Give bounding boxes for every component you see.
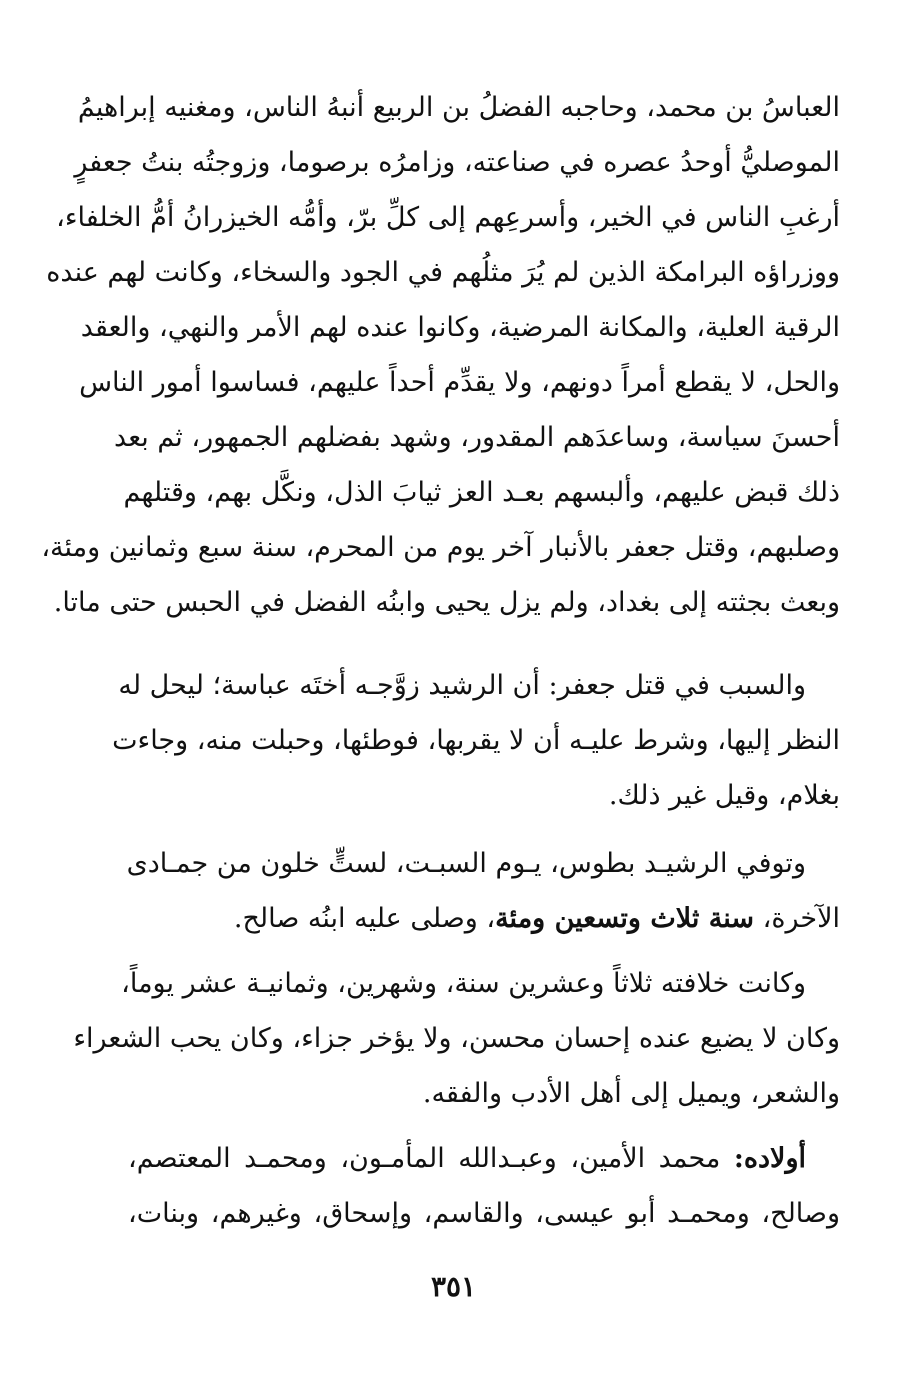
text-line: أرغبِ الناس في الخير، وأسرعِهم إلى كلِّ برّ، وأمُّه الخيزرانُ أمُّ الخلفاء، (56, 202, 840, 233)
paragraph-1 (41, 80, 840, 630)
text-line (128, 1131, 840, 1186)
text-span: ، وصلى عليه ابنُه صالح. (233, 903, 496, 934)
page-number: ٣٥١ (430, 1270, 477, 1303)
text-line: وكانت خلافته ثلاثاً وعشرين سنة، وشهرين، وثمانيـة عشر يوماً، (121, 968, 806, 999)
text-line: وتوفي الرشيـد بطوس، يـوم السبـت، لستٍّ خلون من جمـادى (126, 848, 806, 879)
text-line: الرقية العلية، والمكانة المرضية، وكانوا عنده لهم الأمر والنهي، والعقد (80, 312, 840, 343)
text-line: بغلام، وقيل غير ذلك. (608, 780, 840, 811)
paragraph-2 (112, 658, 840, 823)
section-lead: أولاده: (733, 1143, 806, 1174)
text-span: الآخرة، (754, 903, 840, 934)
text-line: النظر إليها، وشرط عليـه أن لا يقربها، فوطئها، وحبلت منه، وجاءت (112, 725, 840, 756)
text-line: العباسُ بن محمد، وحاجبه الفضلُ بن الربيع أنبهُ الناس، ومغنيه إبراهيمُ (77, 92, 840, 123)
text-line: والشعر، ويميل إلى أهل الأدب والفقه. (422, 1078, 840, 1109)
text-line: وكان لا يضيع عنده إحسان محسن، ولا يؤخر جزاء، وكان يحب الشعراء (73, 1023, 840, 1054)
text-line: ذلك قبض عليهم، وألبسهم بعـد العز ثيابَ الذل، ونكَّل بهم، وقتلهم (123, 477, 840, 508)
text-line: وبعث بجثته إلى بغداد، ولم يزل يحيى وابنُه الفضل في الحبس حتى ماتا. (53, 587, 840, 618)
text-line: والحل، لا يقطع أمراً دونهم، ولا يقدِّم أحداً عليهم، فساسوا أمور الناس (79, 367, 840, 398)
text-line: والسبب في قتل جعفر: أن الرشيد زوَّجـه أختَه عباسة؛ ليحل له (118, 670, 806, 701)
text-line: الموصليُّ أوحدُ عصره في صناعته، وزامرُه برصوما، وزوجتُه بنتُ جعفرٍ (74, 147, 840, 178)
paragraph-4 (73, 956, 840, 1121)
paragraph-5 (128, 1131, 840, 1241)
text-line: أحسنَ سياسة، وساعدَهم المقدور، وشهد بفضلهم الجمهور، ثم بعد (114, 422, 840, 453)
paragraph-3 (128, 836, 840, 946)
text-line: وصالح، ومحمـد أبو عيسى، والقاسم، وإسحاق، وغيرهم، وبنات، (128, 1198, 840, 1229)
bold-date-phrase: سنة ثلاث وتسعين ومئة (495, 903, 755, 934)
text-line: وصلبهم، وقتل جعفر بالأنبار آخر يوم من المحرم، سنة سبع وثمانين ومئة، (41, 532, 840, 563)
text-line: ووزراؤه البرامكة الذين لم يُرَ مثلُهم في الجود والسخاء، وكانت لهم عنده (46, 257, 840, 288)
text-line (128, 891, 840, 946)
text-span: محمد الأمين، وعبـدالله المأمـون، ومحمـد المعتصم، (128, 1143, 721, 1174)
